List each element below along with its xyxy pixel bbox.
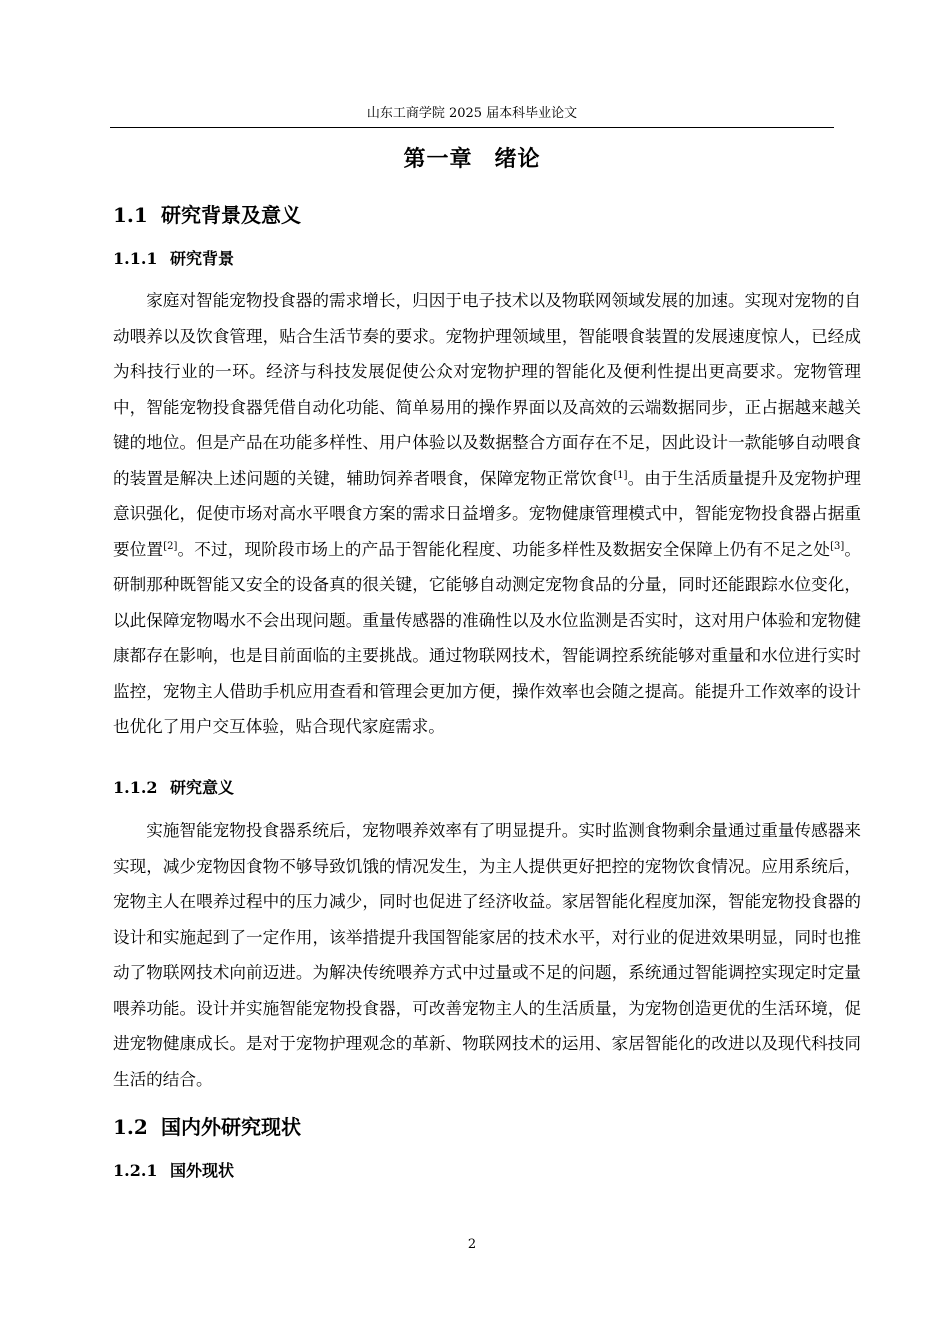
section-number: 1.1 xyxy=(113,203,148,227)
subsection-title: 国外现状 xyxy=(170,1161,235,1180)
running-header: 山东工商学院 2025 届本科毕业论文 xyxy=(366,106,578,121)
section-title: 国内外研究现状 xyxy=(161,1115,301,1139)
subsection-number: 1.1.1 xyxy=(113,249,158,268)
subsection-title: 研究背景 xyxy=(170,249,235,268)
subsection-heading-1-1-1 xyxy=(113,246,234,272)
section-heading-1-1 xyxy=(113,200,301,230)
subsection-heading-1-2-1 xyxy=(113,1158,234,1184)
section-number: 1.2 xyxy=(113,1115,148,1139)
citation-2: [2] xyxy=(163,540,178,552)
subsection-heading-1-1-2 xyxy=(113,775,234,801)
citation-3: [3] xyxy=(830,540,845,552)
section-title: 研究背景及意义 xyxy=(161,203,301,227)
background-paragraph: 家庭对智能宠物投食器的需求增长，归因于电子技术以及物联网领域发展的加速。实现对宠物的自动喂养以及饮食管理，贴合生活节奏的要求。宠物护理领域里，智能喂食装置的发展速度惊人，已经成为科技行业的一环。经济与科技发展促使公众对宠物护理的智能化及便利性提出更高要求。宠物管理中，智能宠物投食器凭借自动化功能、简单易用的操作界面以及高效的云端数据同步，正占据越来越关键的地位。但是产品在功能多样性、用户体验以及数据整合方面存在不足，因此设计一款能够自动喂食的装置是解决上述问题的关键，辅助饲养者喂食，保障宠物正常饮食[1]。由于生活质量提升及宠物护理意识强化，促使市场对高水平喂食方案的需求日益增多。宠物健康管理模式中，智能宠物投食器占据重要位置[2]。不过，现阶段市场上的产品于智能化程度、功能多样性及数据安全保障上仍有不足之处[3]。研制那种既智能又安全的设备真的很关键，它能够自动测定宠物食品的分量，同时还能跟踪水位变化，以此保障宠物喝水不会出现问题。重量传感器的准确性以及水位监测是否实时，这对用户体验和宠物健康都存在影响，也是目前面临的主要挑战。通过物联网技术，智能调控系统能够对重量和水位进行实时监控，宠物主人借助手机应用查看和管理会更加方便，操作效率也会随之提高。能提升工作效率的设计也优化了用户交互体验，贴合现代家庭需求。 xyxy=(113,291,862,736)
header-rule xyxy=(110,127,834,128)
subsection-number: 1.2.1 xyxy=(113,1161,158,1180)
chapter-title xyxy=(110,143,834,177)
chapter-label: 第一章 xyxy=(403,147,473,172)
page-number: 2 xyxy=(467,1237,477,1252)
citation-1: [1] xyxy=(613,469,628,481)
chapter-name: 绪论 xyxy=(494,147,541,172)
section-heading-1-2 xyxy=(113,1112,301,1142)
subsection-number: 1.1.2 xyxy=(113,778,158,797)
subsection-title: 研究意义 xyxy=(170,778,235,797)
significance-paragraph: 实施智能宠物投食器系统后，宠物喂养效率有了明显提升。实时监测食物剩余量通过重量传感器来实现，减少宠物因食物不够导致饥饿的情况发生，为主人提供更好把控的宠物饮食情况。应用系统后，宠物主人在喂养过程中的压力减少，同时也促进了经济收益。家居智能化程度加深，智能宠物投食器的设计和实施起到了一定作用，该举措提升我国智能家居的技术水平，对行业的促进效果明显，同时也推动了物联网技术向前迈进。为解决传统喂养方式中过量或不足的问题，系统通过智能调控实现定时定量喂养功能。设计并实施智能宠物投食器，可改善宠物主人的生活质量，为宠物创造更优的生活环境，促进宠物健康成长。是对于宠物护理观念的革新、物联网技术的运用、家居智能化的改进以及现代科技同生活的结合。 xyxy=(113,821,861,1089)
